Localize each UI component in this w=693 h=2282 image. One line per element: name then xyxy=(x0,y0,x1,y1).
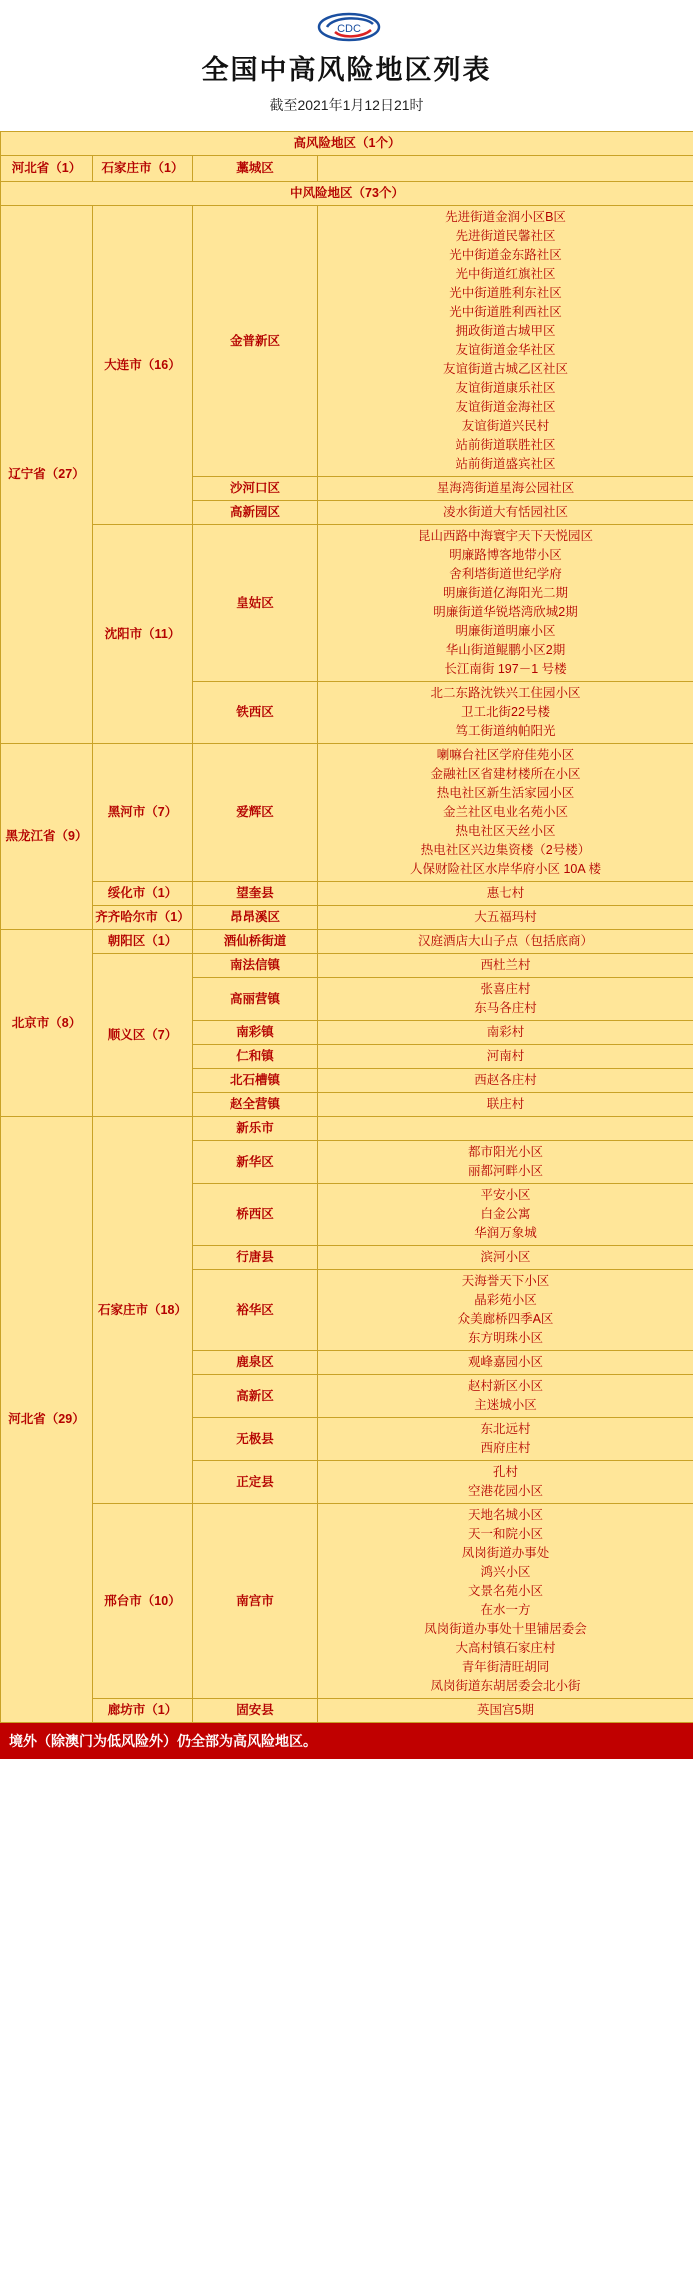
document-header xyxy=(0,0,693,131)
svg-text:CDC: CDC xyxy=(336,23,361,35)
district-cell: 金普新区 xyxy=(193,206,318,477)
mid-risk-band: 中风险地区（73个） xyxy=(1,182,693,206)
areas-cell: 惠七村 xyxy=(318,882,693,906)
district-cell: 固安县 xyxy=(193,1699,318,1723)
areas-cell: 凌水街道大有恬园社区 xyxy=(318,501,693,525)
district-cell: 新华区 xyxy=(193,1141,318,1184)
areas-cell: 联庄村 xyxy=(318,1093,693,1117)
city-cell: 石家庄市（18） xyxy=(93,1117,193,1504)
province-cell: 黑龙江省（9） xyxy=(1,744,93,930)
areas-cell: 天海誉天下小区 晶彩苑小区 众美廊桥四季A区 东方明珠小区 xyxy=(318,1270,693,1351)
district-cell: 皇姑区 xyxy=(193,525,318,682)
table-row xyxy=(1,525,693,682)
district-cell: 高新园区 xyxy=(193,501,318,525)
areas-cell: 孔村 空港花园小区 xyxy=(318,1461,693,1504)
areas-cell: 天地名城小区 天一和院小区 凤岗街道办事处 鸿兴小区 文景名苑小区 在水一方 凤岗街道办事处十里铺居委会 大高村镇石家庄村 青年街清旺胡同 凤岗街道东胡居委会北小街 xyxy=(318,1504,693,1699)
district-cell: 北石槽镇 xyxy=(193,1069,318,1093)
table-row xyxy=(1,954,693,978)
page-title: 全国中高风险地区列表 xyxy=(201,55,492,85)
areas-cell: 赵村新区小区 主迷城小区 xyxy=(318,1375,693,1418)
table-row xyxy=(1,906,693,930)
high-risk-band: 高风险地区（1个） xyxy=(1,132,693,156)
areas-cell: 北二东路沈铁兴工住园小区 卫工北街22号楼 笃工街道纳帕阳光 xyxy=(318,682,693,744)
district-cell: 行唐县 xyxy=(193,1246,318,1270)
city-cell: 朝阳区（1） xyxy=(93,930,193,954)
district-cell: 无极县 xyxy=(193,1418,318,1461)
cdc-logo-icon xyxy=(317,12,377,42)
areas-cell: 西赵各庄村 xyxy=(318,1069,693,1093)
areas-cell: 星海湾街道星海公园社区 xyxy=(318,477,693,501)
areas-cell xyxy=(318,156,693,182)
areas-cell: 大五福玛村 xyxy=(318,906,693,930)
city-cell: 廊坊市（1） xyxy=(93,1699,193,1723)
table-row xyxy=(1,1117,693,1141)
district-cell: 桥西区 xyxy=(193,1184,318,1246)
areas-cell: 汉庭酒店大山子点（包括底商） xyxy=(318,930,693,954)
city-cell: 顺义区（7） xyxy=(93,954,193,1117)
district-cell: 高新区 xyxy=(193,1375,318,1418)
city-cell: 绥化市（1） xyxy=(93,882,193,906)
city-cell: 石家庄市（1） xyxy=(93,156,193,182)
province-cell: 辽宁省（27） xyxy=(1,206,93,744)
city-cell: 沈阳市（11） xyxy=(93,525,193,744)
district-cell: 高丽营镇 xyxy=(193,978,318,1021)
city-cell: 大连市（16） xyxy=(93,206,193,525)
district-cell: 正定县 xyxy=(193,1461,318,1504)
areas-cell: 观峰嘉园小区 xyxy=(318,1351,693,1375)
district-cell: 望奎县 xyxy=(193,882,318,906)
page-subtitle: 截至2021年1月12日21时 xyxy=(269,97,424,113)
areas-cell: 河南村 xyxy=(318,1045,693,1069)
areas-cell: 南彩村 xyxy=(318,1021,693,1045)
district-cell: 仁和镇 xyxy=(193,1045,318,1069)
areas-cell: 昆山西路中海寰宇天下天悦园区 明廉路博客地带小区 舍利塔街道世纪学府 明廉街道亿海阳光二期 明廉街道华锐塔湾欣城2期 明廉街道明廉小区 华山街道鲲鹏小区2期 长江南街 197－1 号楼 xyxy=(318,525,693,682)
province-cell: 河北省（1） xyxy=(1,156,93,182)
district-cell: 藁城区 xyxy=(193,156,318,182)
province-cell: 河北省（29） xyxy=(1,1117,93,1723)
footer-note: 境外（除澳门为低风险外）仍全部为高风险地区。 xyxy=(0,1723,693,1759)
city-cell: 齐齐哈尔市（1） xyxy=(93,906,193,930)
district-cell: 南宫市 xyxy=(193,1504,318,1699)
city-cell: 邢台市（10） xyxy=(93,1504,193,1699)
district-cell: 铁西区 xyxy=(193,682,318,744)
areas-cell: 东北远村 西府庄村 xyxy=(318,1418,693,1461)
areas-cell: 西杜兰村 xyxy=(318,954,693,978)
district-cell: 鹿泉区 xyxy=(193,1351,318,1375)
table-row xyxy=(1,744,693,882)
areas-cell: 英国宫5期 xyxy=(318,1699,693,1723)
district-cell: 新乐市 xyxy=(193,1117,318,1141)
province-cell: 北京市（8） xyxy=(1,930,93,1117)
district-cell: 沙河口区 xyxy=(193,477,318,501)
areas-cell: 都市阳光小区 丽都河畔小区 xyxy=(318,1141,693,1184)
table-row xyxy=(1,1699,693,1723)
areas-cell: 滨河小区 xyxy=(318,1246,693,1270)
areas-cell: 张喜庄村 东马各庄村 xyxy=(318,978,693,1021)
table-row xyxy=(1,156,693,182)
district-cell: 南彩镇 xyxy=(193,1021,318,1045)
areas-cell xyxy=(318,1117,693,1141)
district-cell: 酒仙桥街道 xyxy=(193,930,318,954)
district-cell: 裕华区 xyxy=(193,1270,318,1351)
table-row xyxy=(1,1504,693,1699)
district-cell: 爱辉区 xyxy=(193,744,318,882)
areas-cell: 平安小区 白金公寓 华润万象城 xyxy=(318,1184,693,1246)
table-row xyxy=(1,930,693,954)
city-cell: 黑河市（7） xyxy=(93,744,193,882)
table-row xyxy=(1,882,693,906)
district-cell: 赵全营镇 xyxy=(193,1093,318,1117)
areas-cell: 先进街道金润小区B区 先进街道民馨社区 光中街道金东路社区 光中街道红旗社区 光中街道胜利东社区 光中街道胜利西社区 拥政街道古城甲区 友谊街道金华社区 友谊街道古城乙区社区 友谊街道康乐社区 友谊街道金海社区 友谊街道兴民村 站前街道联胜社区 站前街道盛宾社区 xyxy=(318,206,693,477)
district-cell: 昂昂溪区 xyxy=(193,906,318,930)
risk-area-table xyxy=(0,131,693,1723)
areas-cell: 喇嘛台社区学府佳苑小区 金融社区省建材楼所在小区 热电社区新生活家园小区 金兰社区电业名苑小区 热电社区天丝小区 热电社区兴边集资楼（2号楼） 人保财险社区水岸华府小区 10A 楼 xyxy=(318,744,693,882)
table-row xyxy=(1,206,693,477)
district-cell: 南法信镇 xyxy=(193,954,318,978)
